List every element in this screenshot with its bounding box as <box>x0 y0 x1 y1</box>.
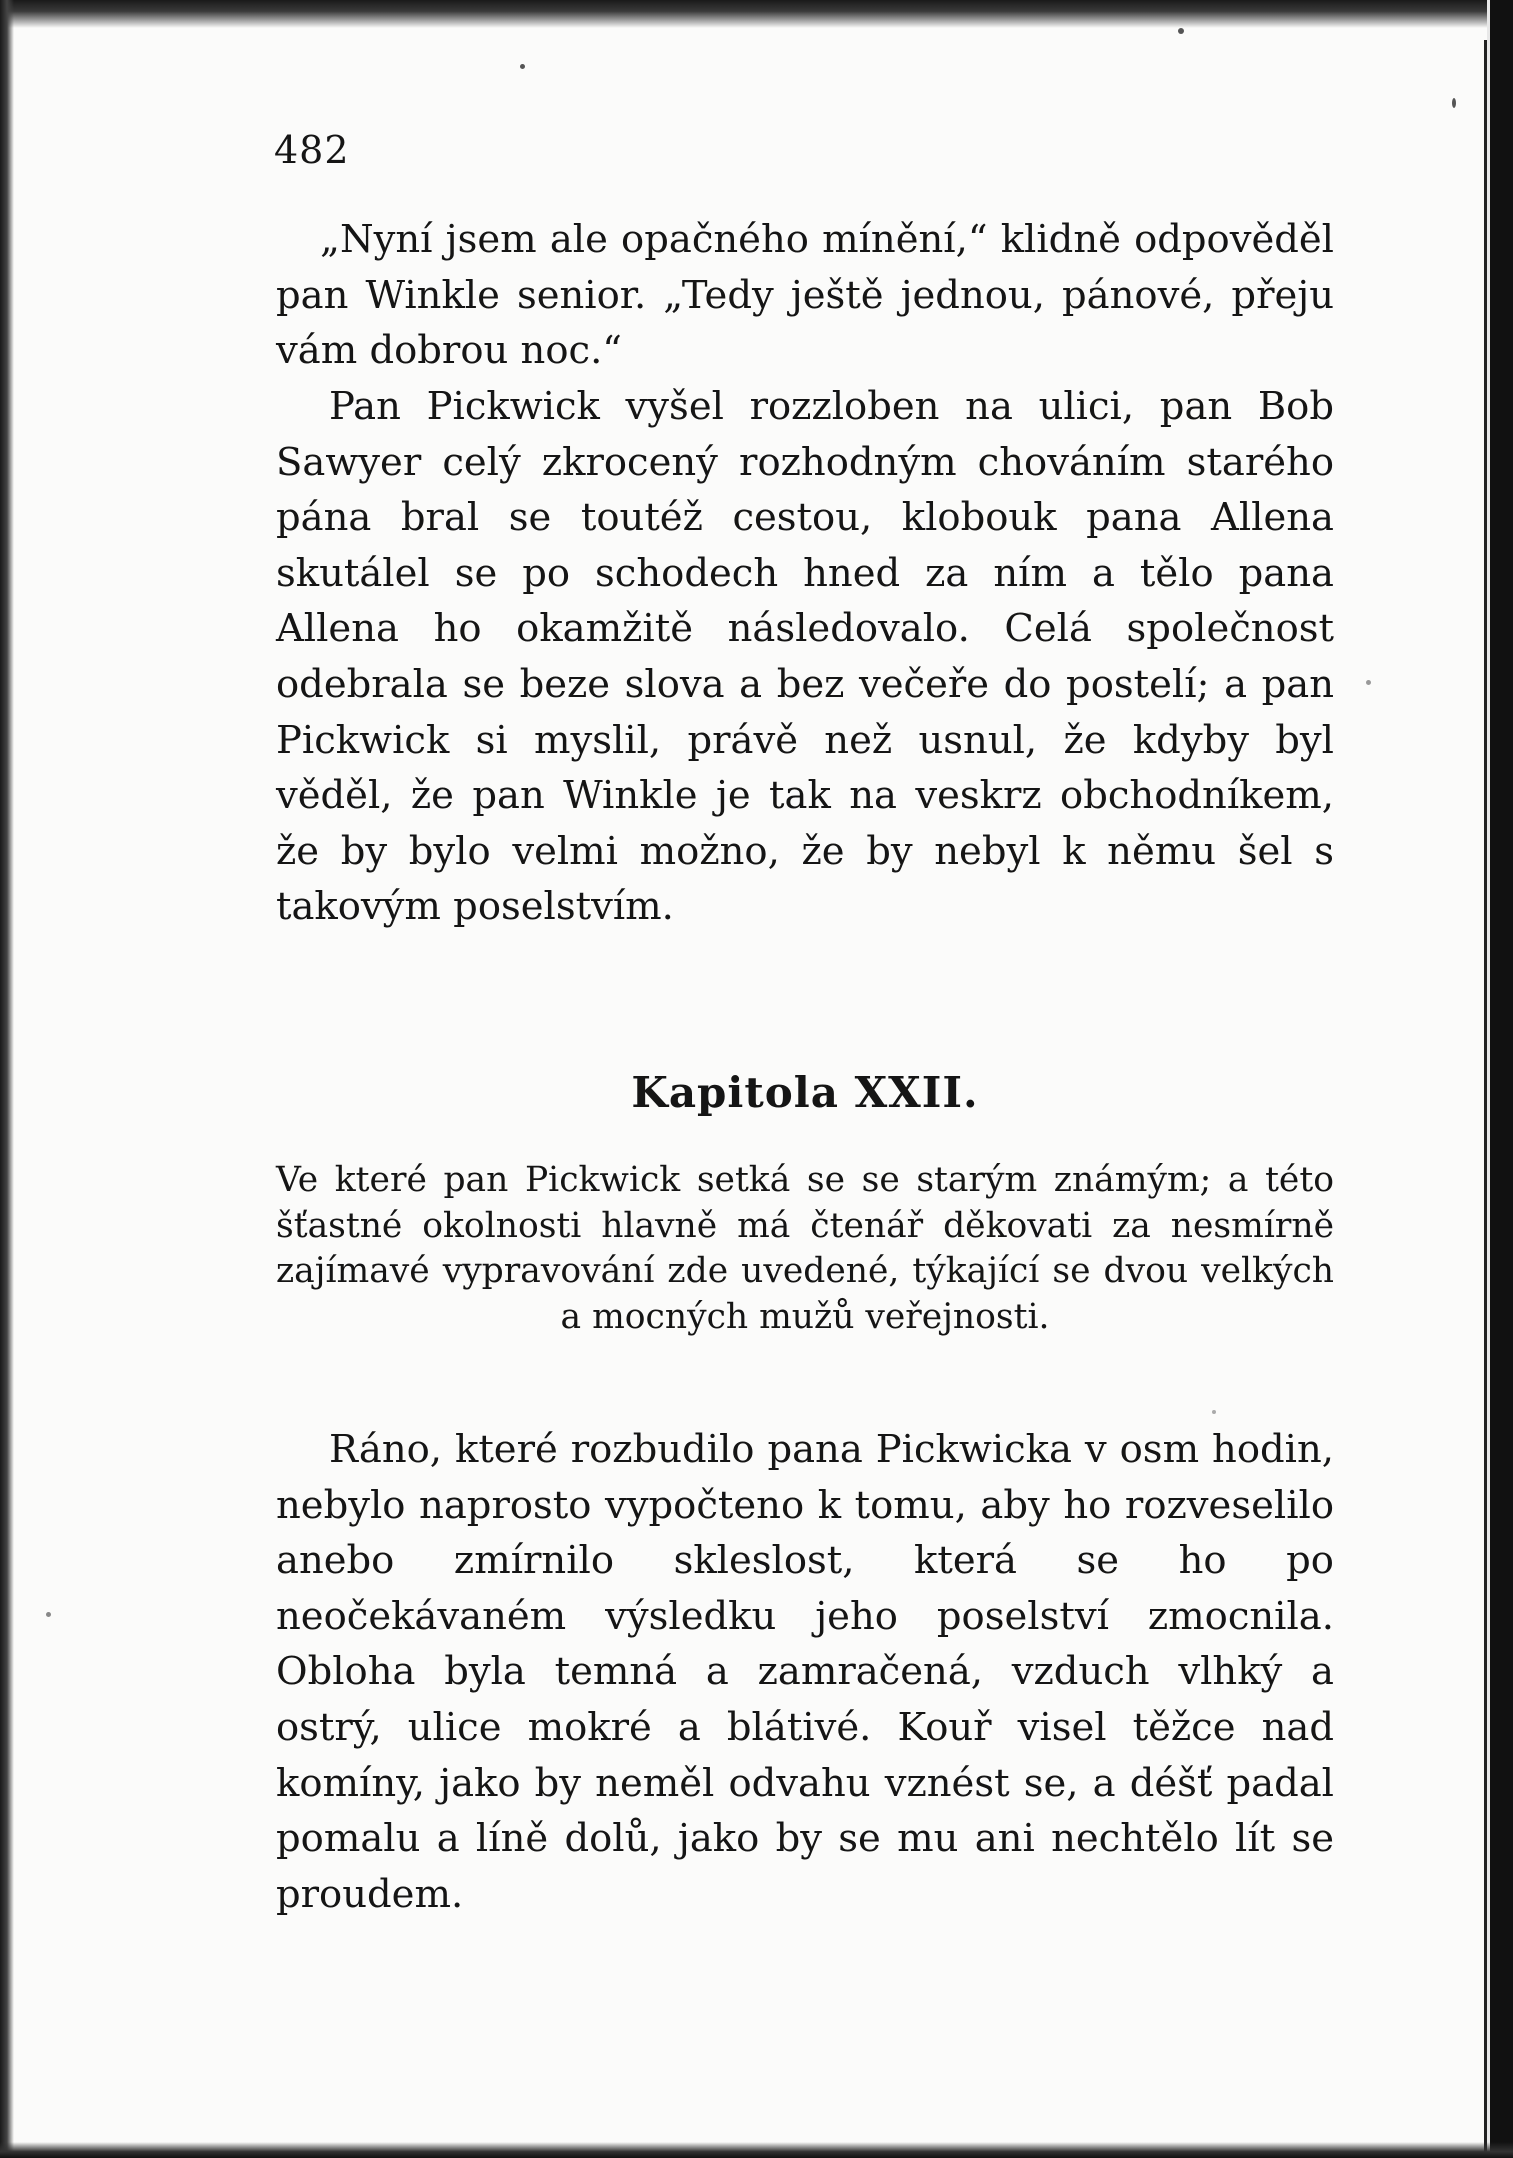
chapter-title: Kapitola XXII. <box>631 1068 979 1117</box>
scan-speck <box>1366 680 1371 685</box>
scan-border-right <box>1490 0 1513 2158</box>
chapter-summary: Ve které pan Pickwick setká se se starým známým; a této šťastné okolnosti hlavně má čtenář děkovati za nesmírně zajímavé vypravování zde uvedené, týkající se dvou velkých a mocných mužů veřejnosti. <box>276 1160 1334 1337</box>
scan-speck <box>1178 28 1184 34</box>
scan-speck <box>520 64 525 69</box>
scan-speck <box>46 1612 51 1617</box>
scan-border-bottom <box>0 2142 1513 2158</box>
paragraph: Ráno, které rozbudilo pana Pickwicka v osm hodin, nebylo naprosto vypočteno k tomu, aby ho rozveselilo anebo zmírnilo skleslost, která se ho po neočekávaném výsledku jeho poselství zmocnila. Obloha byla temná a zamračená, vzduch vlhký a ostrý, ulice mokré a blátivé. Kouř visel těžce nad komíny, jako by neměl odvahu vznést se, a déšť padal pomalu a líně dolů, jako by se mu ani nechtělo lít se proudem. <box>276 1427 1334 1917</box>
scan-speck <box>1452 98 1456 108</box>
scan-speck <box>1212 1410 1216 1414</box>
page-number: 482 <box>274 128 350 172</box>
paragraph: Pan Pickwick vyšel rozzloben na ulici, pan Bob Sawyer celý zkrocený rozhodným chováním starého pána bral se toutéž cestou, klobouk pana Allena skutálel se po schodech hned za ním a tělo pana Allena ho okamžitě následovalo. Celá společnost odebrala se beze slova a bez večeře do postelí; a pan Pickwick si myslil, právě než usnul, že kdyby byl věděl, že pan Winkle je tak na veskrz obchodníkem, že by bylo velmi možno, že by nebyl k němu šel s takovým poselstvím. <box>276 384 1334 930</box>
paragraph: „Nyní jsem ale opačného mínění,“ klidně odpověděl pan Winkle senior. „Tedy ještě jednou, pánové, přeju vám dobrou noc.“ <box>276 217 1334 374</box>
scan-border-top <box>0 0 1513 28</box>
scan-border-left <box>0 0 14 2158</box>
